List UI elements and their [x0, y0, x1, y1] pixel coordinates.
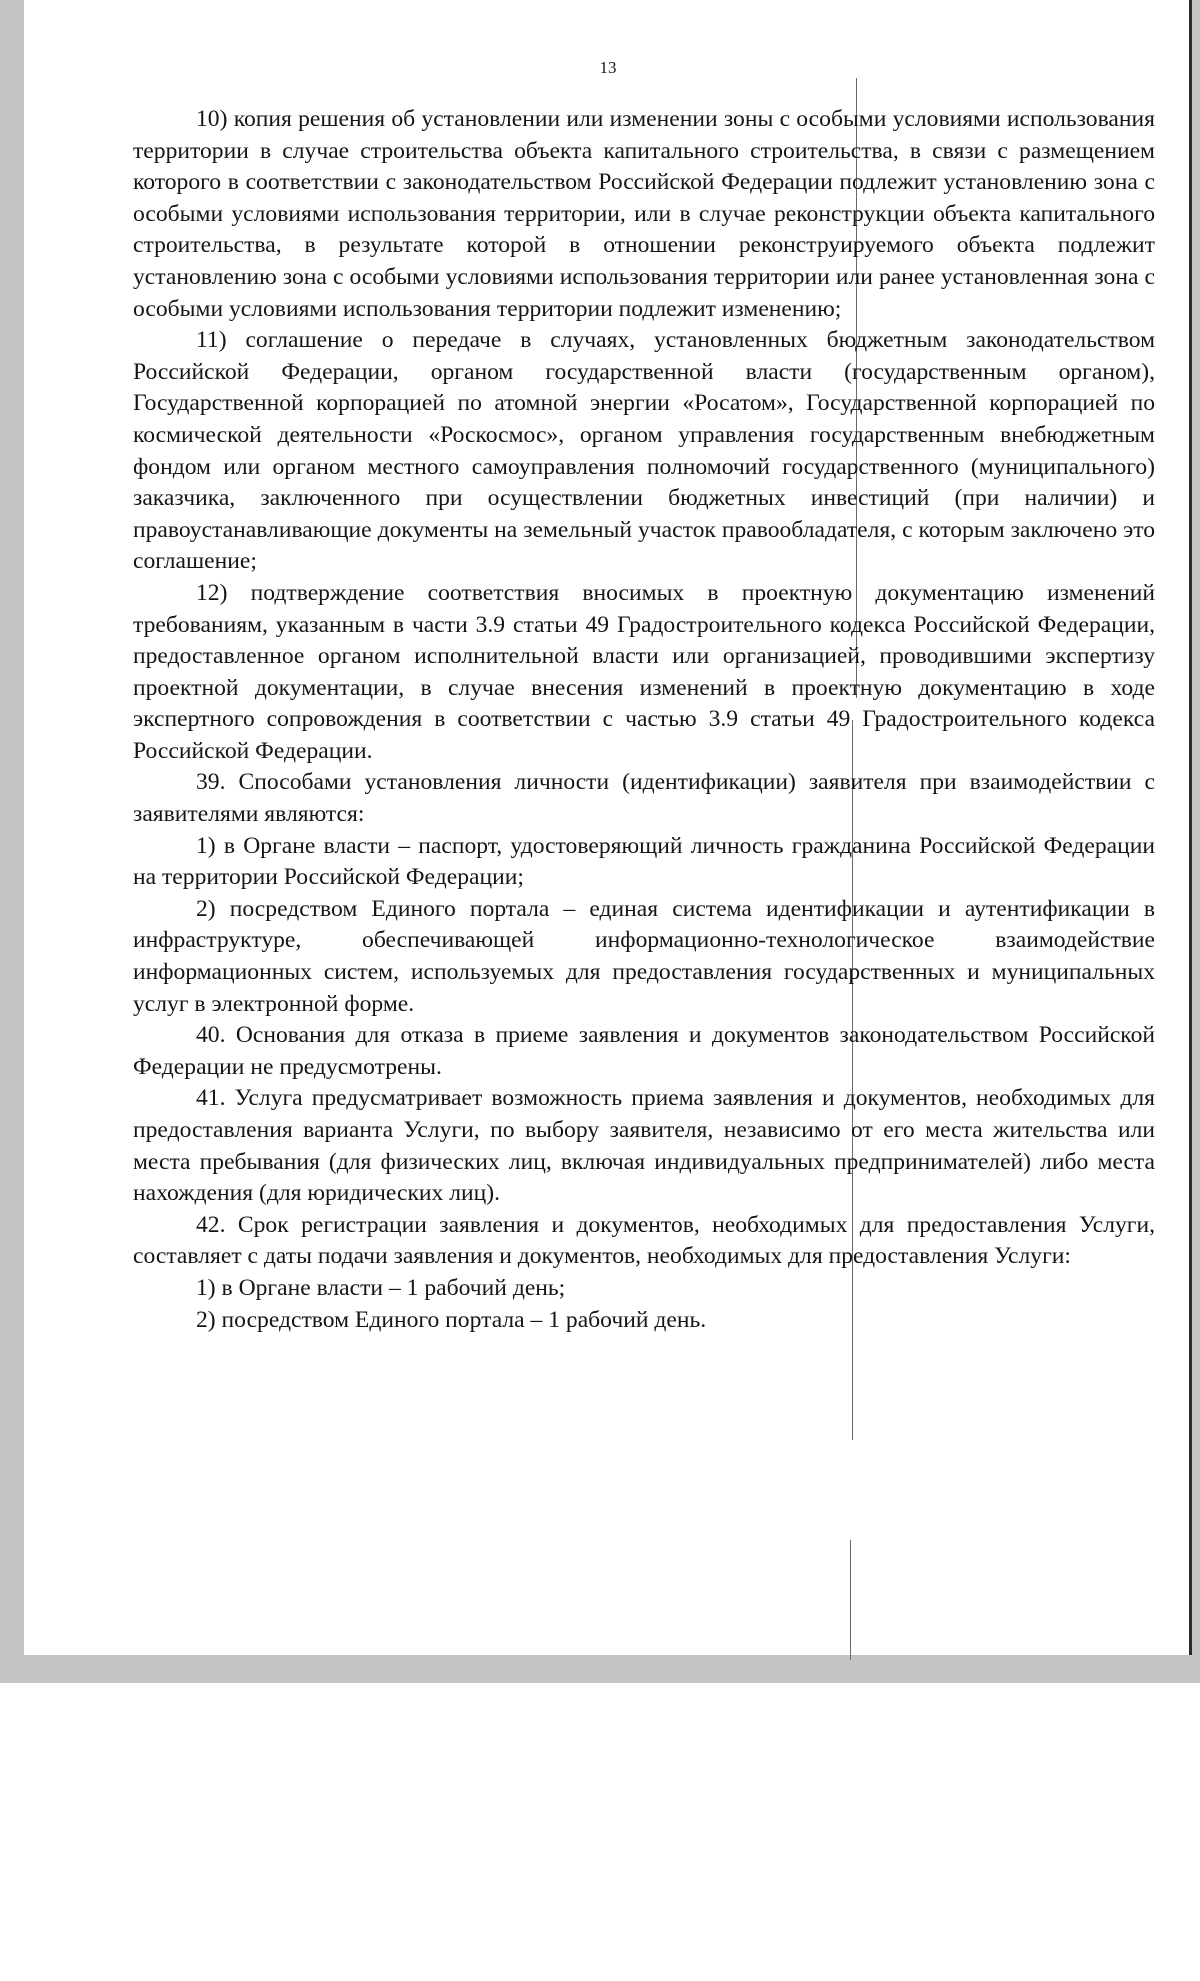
paragraph-item-11: 11) соглашение о передаче в случаях, установленных бюджетным законодательством Российской Федерации, органом государственной власти (государственным органом), Государственной корпорацией по атомной энергии «Росатом», Государственной корпорацией по космической деятельности «Роскосмос», органом управления государственным внебюджетным фондом или органом местного самоуправления полномочий государственного (муниципального) заказчика, заключенного при осуществлении бюджетных инвестиций (при наличии) и правоустанавливающие документы на земельный участок правообладателя, с которым заключено это соглашение;	[133, 327, 1155, 575]
paragraph-item-10: 10) копия решения об установлении или изменении зоны с особыми условиями использования территории в случае строительства объекта капитального строительства, в связи с размещением которого в соответствии с законодательством Российской Федерации подлежит установлению зона с особыми условиями использования территории, или в случае реконструкции объекта капитального строительства, в результате которой в отношении реконструируемого объекта подлежит установлению зона с особыми условиями использования территории или ранее установленная зона с особыми условиями использования территории подлежит изменению;	[133, 106, 1155, 322]
paragraph-39: 39. Способами установления личности (идентификации) заявителя при взаимодействии с заявителями являются:	[133, 769, 1155, 828]
document-page	[24, 0, 1192, 1655]
paragraph-39-item-1: 1) в Органе власти – паспорт, удостоверяющий личность гражданина Российской Федерации на территории Российской Федерации;	[133, 832, 1155, 891]
paragraph-40: 40. Основания для отказа в приеме заявления и документов законодательством Российской Федерации не предусмотрены.	[133, 1022, 1155, 1080]
paragraph-42: 42. Срок регистрации заявления и документов, необходимых для предоставления Услуги, составляет с даты подачи заявления и документов, необходимых для предоставления Услуги:	[133, 1211, 1155, 1270]
page-edge-shadow	[1189, 0, 1192, 1655]
body-text	[133, 104, 1155, 1336]
fold-line	[850, 1540, 851, 1660]
paragraph-42-item-1: 1) в Органе власти – 1 рабочий день;	[196, 1274, 566, 1301]
page-number: 13	[599, 58, 617, 77]
paragraph-item-12: 12) подтверждение соответствия вносимых в проектную документацию изменений требованиям, указанным в части 3.9 статьи 49 Градостроительного кодекса Российской Федерации, предоставленное органом исполнительной власти или организацией, проводившими экспертизу проектной документации, в случае внесения изменений в проектную документацию в ходе экспертного сопровождения в соответствии с частью 3.9 статьи 49 Градостроительного кодекса Российской Федерации.	[133, 579, 1155, 764]
paragraph-39-item-2: 2) посредством Единого портала – единая система идентификации и аутентификации в инфраструктуре, обеспечивающей информационно-технологическое взаимодействие информационных систем, используемых для предоставления государственных и муниципальных услуг в электронной форме.	[133, 895, 1155, 1017]
paragraph-42-item-2: 2) посредством Единого портала – 1 рабочий день.	[196, 1306, 707, 1333]
paragraph-41: 41. Услуга предусматривает возможность приема заявления и документов, необходимых для предоставления варианта Услуги, по выбору заявителя, независимо от его места жительства или места пребывания (для физических лиц, включая индивидуальных предпринимателей) либо места нахождения (для юридических лиц).	[133, 1085, 1155, 1207]
